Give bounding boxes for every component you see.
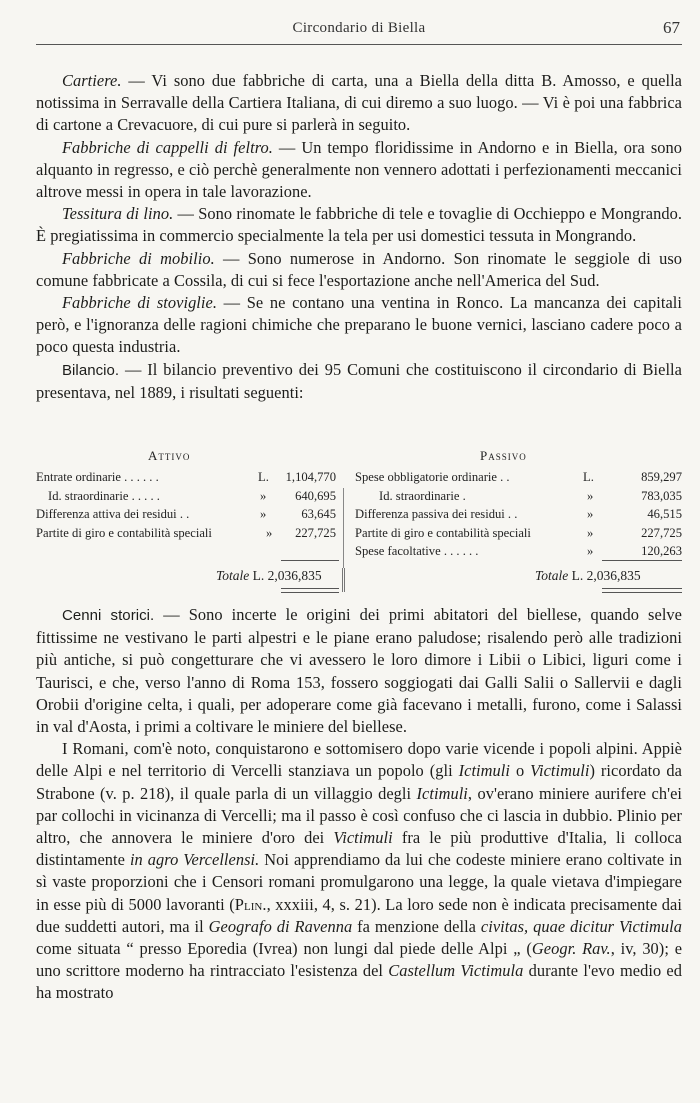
paragraphs-romani-i9-text: Castellum Victimula <box>388 961 524 981</box>
paragraphs-romani-i1-text: Ictimuli <box>458 761 511 781</box>
balance-currency-text: L. <box>252 568 265 583</box>
paragraphs-cartiere-text-text: — Vi sono due fabbriche di carta, una a Biella della ditta B. Amosso, e quella notissima in Serravalle della Cartiera Italiana, di cui diremo a suo luogo. — Vi è poi una fabbrica di cartone a Crevacuore, di cui pure si parlerà in seguito. <box>36 71 682 135</box>
balance-passivo-2-cur-text: » <box>587 507 594 521</box>
balance-totale_label-text: Totale <box>216 568 250 583</box>
attivo-row <box>36 526 338 545</box>
passivo-heading: Passivo <box>480 448 527 463</box>
passivo-column <box>355 470 682 563</box>
paragraphs-cenni-lead-text: Cenni storici. <box>62 607 155 624</box>
paragraphs-romani-t5-text: fra le più produttive d'Italia, li colloca distintamente <box>36 828 682 870</box>
balance-passivo-3-label-text: Partite di giro e contabilità speciali <box>355 525 531 540</box>
balance-attivo-1-cur-text: » <box>260 488 267 503</box>
balance-totale_label-text: Totale <box>535 568 569 583</box>
paragraph-cartiere <box>36 70 682 137</box>
paragraphs-cappelli-text-text: — Un tempo floridissime in Andorno e in Biella, ora sono alquanto in regresso, e ciò perchè generalmente non vennero adottati i perfezionamenti meccanici altrove messi in opera in tale lavorazione. <box>36 137 682 202</box>
paragraph-cappelli <box>36 137 682 204</box>
paragraphs-romani-t9-text: come situata “ presso Eporedia (Ivrea) non lungi dal piede delle Alpi „ ( <box>36 939 532 959</box>
balance-passivo-0-label-text: Spese obbligatorie ordinarie . . <box>355 470 510 484</box>
balance-passivo-0-cur-text: L. <box>583 470 594 484</box>
paragraphs-romani-sc1-text: Plin. <box>234 894 267 914</box>
paragraph-cenni-storici <box>36 604 682 738</box>
balance-passivo-0-value-text: 859,297 <box>641 470 682 484</box>
totals-divider <box>342 568 345 592</box>
balance-passivo-2-label-text: Differenza passiva dei residui . . <box>355 507 518 521</box>
paragraph-bilancio <box>36 359 682 404</box>
text-block-history <box>36 604 682 1005</box>
balance-totale_attivo-text: 2,036,835 <box>267 568 322 583</box>
balance-passivo-4-value-text: 120,263 <box>641 544 682 558</box>
paragraphs-romani-i3-text: Ictimuli <box>416 783 468 803</box>
paragraphs-romani-t3-text: ) ricordato da Strabone (v. p. 218), il quale parla di un villaggio degli <box>36 761 682 803</box>
total-rule-attivo <box>281 588 339 593</box>
paragraphs-romani-i4-text: Victimuli <box>333 828 393 848</box>
paragraphs-romani-t1-text: I Romani, com'è noto, conquistarono e sottomisero dopo varie vicende i popoli alpini. Appiè delle Alpi e nel territorio di Vercelli stanziava un popolo (gli <box>36 739 682 781</box>
paragraphs-romani-i8-text: Geogr. Rav. <box>531 939 611 959</box>
paragraphs-romani-i7-text: civitas, quae dicitur Victimula <box>480 916 682 936</box>
paragraphs-romani-t11-text: durante l'evo medio ed ha mostrato <box>36 961 682 1003</box>
column-divider <box>343 488 344 568</box>
subtotal-rule-passivo <box>602 560 682 561</box>
paragraphs-romani-t4-text: , ov'erano miniere aurifere ch'ei par collochi in vicinanza di Vercelli; ma il passo è così confuso che ci lascia in dubbio. Plinio per altro, che annovera le miniere d'oro dei <box>36 783 682 848</box>
total-rule-passivo <box>602 588 682 593</box>
paragraphs-romani-t7-text: , xxxiii, 4, s. 21). La loro sede non è indicata precisamente dai due suddetti autori, ma il <box>36 894 682 936</box>
balance-passivo-4-cur-text: » <box>587 544 594 558</box>
balance-attivo-1-label-text: Id. straordinarie . . . . . <box>48 488 160 503</box>
balance-attivo-0-value-text: 1,104,770 <box>285 470 336 484</box>
balance-passivo-1-label-text: Id. straordinarie . <box>379 488 466 503</box>
paragraphs-cenni-text-text: — Sono incerte le origini dei primi abitatori del biellese, quando selve fittissime ne vestivano le parti alpestri e le piane erano paludose; risalendo però alle tradizioni più antiche, si può congetturare che vi avessero le loro dimore i Libii o Libici, liguri come i Taurisci, e che, verso l'anno di Roma 153, fossero soggiogati dai Galli Salii o Sallervii e dagli Orobii d'origine celta, i quali, per adoperare come già facevano i metalli, furono, come i Salassi in val d'Aosta, i primi a coltivare le miniere del biellese. <box>36 605 682 737</box>
paragraphs-mobilio-text-text: — Sono numerose in Andorno. Son rinomate le seggiole di uso comune fabbricate a Cossila, di cui si fece l'esportazione anche nell'America del Sud. <box>36 248 682 290</box>
header-title: Circondario di Biella <box>292 20 426 36</box>
paragraphs-romani-i6-text: Geografo di Ravenna <box>208 916 353 936</box>
paragraph-lino <box>36 203 682 247</box>
attivo-column <box>36 470 338 544</box>
balance-attivo-1-value-text: 640,695 <box>295 488 336 503</box>
attivo-row <box>36 507 338 526</box>
attivo-heading: Attivo <box>148 448 191 463</box>
paragraphs-cappelli-lead-text: Fabbriche di cappelli di feltro. <box>62 137 273 157</box>
balance-passivo-3-cur-text: » <box>587 525 594 540</box>
paragraphs-romani-t6-text: Noi apprendiamo da lui che codeste miniere erano coltivate in sì vaste proporzioni che i Censori romani promulgarono una legge, la quale vietava d'impiegare in esse più di 5000 lavoranti ( <box>36 850 683 914</box>
paragraph-stoviglie <box>36 292 682 359</box>
totale-passivo <box>535 568 641 584</box>
passivo-row <box>355 507 682 526</box>
paragraph-mobilio <box>36 248 682 292</box>
balance-attivo-3-label-text: Partite di giro e contabilità speciali <box>36 525 212 540</box>
paragraphs-romani-t10-text: , iv, 30); e uno scrittore moderno ha rintracciato l'esistenza del <box>36 939 683 981</box>
passivo-row <box>355 526 682 545</box>
paragraphs-romani-t2-text: o <box>510 761 531 781</box>
balance-passivo-4-label-text: Spese facoltative . . . . . . <box>355 544 479 558</box>
paragraphs-romani-t8-text: fa menzione della <box>352 916 481 936</box>
balance-passivo-3-value-text: 227,725 <box>641 525 682 540</box>
balance-attivo-2-label-text: Differenza attiva dei residui . . <box>36 507 190 521</box>
attivo-row <box>36 489 338 508</box>
balance-currency-text: L. <box>571 568 584 583</box>
balance-passivo-2-value-text: 46,515 <box>647 507 682 521</box>
balance-attivo-0-label-text: Entrate ordinarie . . . . . . <box>36 470 159 484</box>
balance-passivo-1-cur-text: » <box>587 488 594 503</box>
balance-passivo-1-value-text: 783,035 <box>641 488 682 503</box>
balance-attivo-2-cur-text: » <box>260 507 267 521</box>
balance-attivo-2-value-text: 63,645 <box>301 507 336 521</box>
paragraph-romani <box>36 738 682 1004</box>
attivo-row <box>36 470 338 489</box>
running-header <box>36 18 682 45</box>
balance-attivo-3-value-text: 227,725 <box>295 525 336 540</box>
paragraphs-romani-i5-text: in agro Vercellensi. <box>129 850 260 870</box>
passivo-row <box>355 489 682 508</box>
paragraphs-stoviglie-text-text: — Se ne contano una ventina in Ronco. La mancanza dei capitali però, e l'ignoranza delle ragioni chimiche che preparano le buone vernici, lasciano cadere poco a poco questa industria. <box>36 293 682 357</box>
totale-attivo <box>216 568 322 584</box>
paragraphs-mobilio-lead-text: Fabbriche di mobilio. <box>62 248 215 268</box>
balance-attivo-3-cur-text: » <box>266 525 273 540</box>
passivo-row <box>355 470 682 489</box>
paragraphs-cartiere-lead-text: Cartiere. <box>62 71 122 90</box>
paragraphs-stoviglie-lead-text: Fabbriche di stoviglie. <box>62 293 217 313</box>
paragraphs-lino-text-text: — Sono rinomate le fabbriche di tele e tovaglie di Occhieppo e Mongrando. È pregiatissima in commercio specialmente la tela per usi domestici tessuta in Mongrando. <box>36 204 682 246</box>
page-number: 67 <box>663 18 680 37</box>
balance-attivo-0-cur-text: L. <box>258 470 269 484</box>
text-block-industries <box>36 70 682 404</box>
subtotal-rule-attivo <box>281 560 339 561</box>
paragraphs-bilancio-text-text: — Il bilancio preventivo dei 95 Comuni che costituiscono il circondario di Biella presentava, nel 1889, i risultati seguenti: <box>36 359 682 402</box>
paragraphs-romani-i2-text: Victimuli <box>530 761 590 781</box>
paragraphs-lino-lead-text: Tessitura di lino. <box>62 204 174 224</box>
balance-totale_passivo-text: 2,036,835 <box>586 568 641 583</box>
paragraphs-bilancio-lead-text: Bilancio. <box>62 361 120 379</box>
